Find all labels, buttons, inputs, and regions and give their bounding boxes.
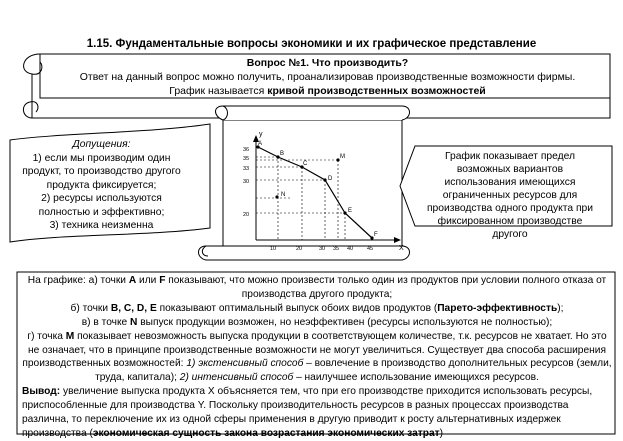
question-title: Вопрос №1. Что производить? [246, 57, 409, 69]
x-tick: 35 [333, 246, 340, 252]
point-label-E: E [348, 208, 353, 214]
x-tick: 30 [319, 246, 326, 252]
x-tick: 40 [347, 246, 354, 252]
assumptions-note [14, 138, 189, 233]
assumptions-heading: Допущения: [72, 139, 131, 150]
question-banner [50, 56, 605, 98]
x-tick: 20 [296, 246, 303, 252]
y-tick: 36 [243, 147, 250, 153]
explanation-a: На графике: а) точки А или F показывают, что можно произвести только один из продуктов при условии полного отказа от производства другого продукта; [27, 275, 607, 300]
conclusion: Вывод: увеличение выпуска продукта X объясняется тем, что при его производстве приходится использовать ресурсы, приспособленные для производства Y. Поскольку производительность ресурсов в разных процессах производства различна, то переключение их из одной сферы применения в другую приводит к росту альтернативных издержек производства (экономическая сущность закона возрастания экономических затрат) [22, 386, 593, 439]
explanation-box [22, 274, 612, 441]
point-label-F: F [374, 232, 378, 238]
point-label-C: C [303, 161, 308, 167]
point-label-A: A [258, 141, 263, 147]
point-label-N: N [281, 192, 286, 198]
y-tick: 33 [243, 166, 250, 172]
x-axis-label: X [399, 245, 404, 252]
y-tick: 30 [243, 179, 250, 185]
ppf-term: кривой производственных возможностей [267, 85, 486, 97]
explanation-b: б) точки B, C, D, E показывают оптимальный выпуск обоих видов продуктов (Парето-эффективность); [70, 302, 564, 314]
question-line-1: Ответ на данный вопрос можно получить, проанализировав производственные возможности фирмы. [79, 71, 576, 83]
point-label-D: D [328, 176, 333, 182]
page-title: 1.15. Фундаментальные вопросы экономики и их графическое представление [86, 38, 537, 50]
point-label-M: M [340, 154, 345, 160]
explanation-c: в) в точке N выпуск продукции возможен, но неэффективен (ресурсы используются не полностью); [81, 316, 553, 328]
assumption-item: 1) если мы производим один продукт, то производство другого продукта фиксируется; [22, 152, 181, 191]
assumption-item: 3) техника неизменна [49, 220, 154, 231]
conclusion-label: Вывод: [22, 386, 61, 398]
chart-scroll [199, 106, 410, 260]
chart-description-note: График показывает предел возможных вариантов использования имеющихся ограниченных ресурсов для производства одного продукта при фиксированном производстве другого [426, 151, 594, 240]
question-line-2: График называется кривой производственных возможностей [169, 85, 486, 97]
x-tick: 10 [270, 246, 277, 252]
explanation-d: г) точка М показывает невозможность выпуска продукции в соответствующем количестве, т.к. ресурсов не хватает. Но это не означает, что в принципе производственные возможности не могут увеличиться. Существует два способа расширения производственных возможностей: 1) экстенсивный способ – вовлечение в производство дополнительных ресурсов (земли, труда, капитала); 2) интенсивный способ – наилучшее использование имеющихся ресурсов. [22, 330, 612, 384]
x-tick: 45 [367, 246, 374, 252]
assumption-item: 2) ресурсы используются полностью и эффективно; [38, 193, 165, 218]
y-tick: 20 [243, 212, 250, 218]
y-tick: 35 [243, 156, 250, 162]
point-label-B: B [280, 151, 285, 157]
y-axis-label: y [259, 131, 263, 138]
